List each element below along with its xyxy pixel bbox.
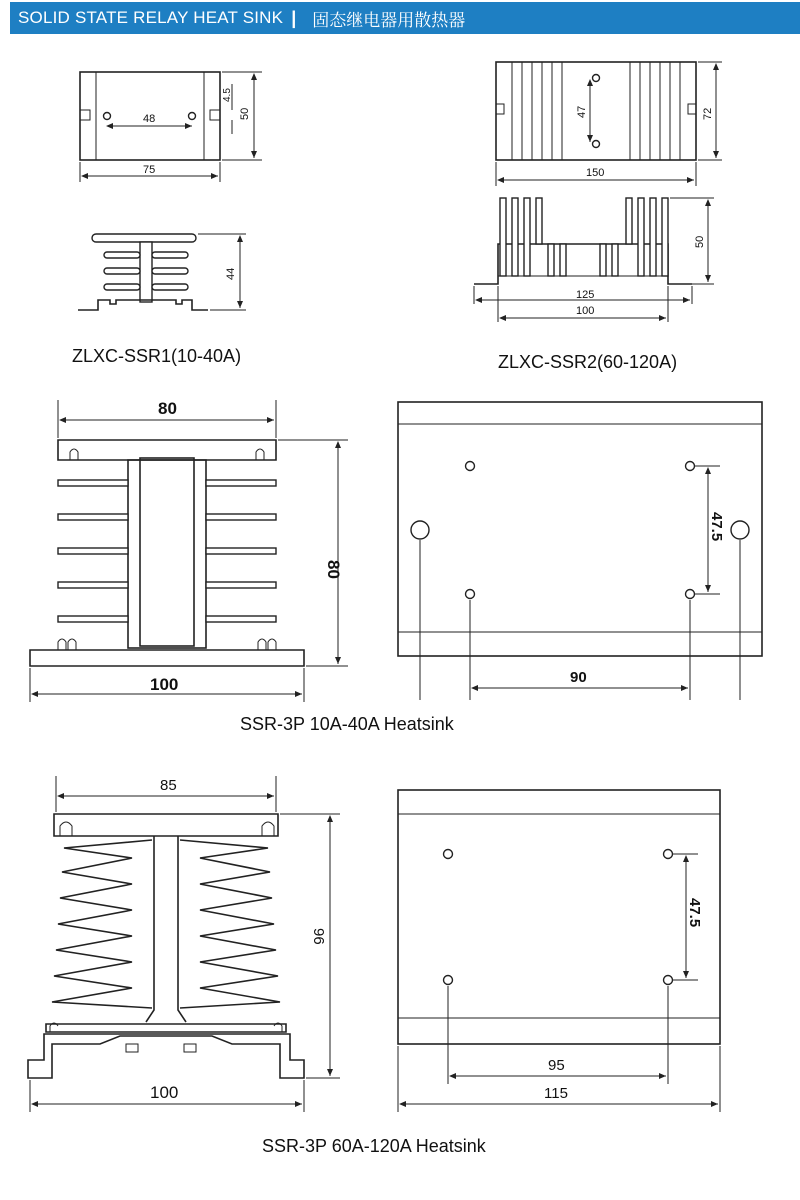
header-title-en: SOLID STATE RELAY HEAT SINK bbox=[18, 8, 284, 27]
p3s-hole-br bbox=[686, 590, 695, 599]
p3s-top-view bbox=[398, 402, 762, 700]
p3l-hole-br bbox=[664, 976, 673, 985]
ssr2-side-dim-height: 50 bbox=[694, 235, 706, 248]
caption-ssr2: ZLXC-SSR2(60-120A) bbox=[498, 352, 678, 372]
p3l-hole-tl bbox=[444, 850, 453, 859]
ssr1-dim-width: 75 bbox=[143, 164, 156, 176]
ssr1-top-view bbox=[80, 72, 262, 182]
p3l-dim-width: 115 bbox=[544, 1085, 568, 1102]
ssr2-dim-base-outer: 125 bbox=[576, 289, 595, 301]
ssr1-dim-height: 50 bbox=[239, 107, 251, 120]
ssr2-top-view bbox=[496, 62, 722, 186]
p3l-dim-base-width: 100 bbox=[150, 1083, 179, 1102]
p3s-hole-tl bbox=[466, 462, 475, 471]
ssr2-dim-width: 150 bbox=[586, 167, 605, 179]
p3l-hole-bl bbox=[444, 976, 453, 985]
ssr1-hole-left bbox=[104, 113, 111, 120]
ssr2-dim-hole-spacing: 47 bbox=[576, 105, 588, 118]
ssr2-hole-bottom bbox=[593, 141, 600, 148]
p3s-dim-hole-v: 47.5 bbox=[708, 512, 725, 542]
p3s-hole-bl bbox=[466, 590, 475, 599]
ssr1-hole-right bbox=[189, 113, 196, 120]
p3l-fins-left bbox=[52, 840, 152, 1008]
p3s-mount-hole-right bbox=[731, 521, 749, 539]
p3s-hole-tr bbox=[686, 462, 695, 471]
ssr2-dim-base-inner: 100 bbox=[576, 305, 595, 317]
header-title-cn: 固态继电器用散热器 bbox=[312, 10, 466, 31]
p3s-side-view bbox=[30, 399, 348, 702]
p3l-dim-height: 96 bbox=[310, 928, 327, 945]
caption-ssr3p-large: SSR-3P 60A-120A Heatsink bbox=[262, 1136, 486, 1156]
ssr1-side-dim-height: 44 bbox=[225, 267, 237, 280]
ssr1-dim-slot: 4.5 bbox=[222, 88, 233, 102]
p3s-mount-hole-left bbox=[411, 521, 429, 539]
p3s-dim-height: 80 bbox=[324, 560, 343, 579]
p3s-dim-base-width: 100 bbox=[150, 675, 179, 694]
ssr2-side-view bbox=[474, 198, 714, 322]
header-separator: | bbox=[291, 7, 297, 28]
p3l-side-view bbox=[28, 776, 340, 1112]
ssr2-hole-top bbox=[593, 75, 600, 82]
ssr1-dim-hole-spacing: 48 bbox=[143, 113, 156, 125]
p3s-dim-hole-h: 90 bbox=[570, 669, 587, 686]
caption-ssr1: ZLXC-SSR1(10-40A) bbox=[72, 346, 242, 366]
caption-ssr3p-small: SSR-3P 10A-40A Heatsink bbox=[240, 714, 454, 734]
p3l-dim-top-width: 85 bbox=[160, 777, 177, 794]
ssr2-dim-height: 72 bbox=[702, 107, 714, 120]
p3l-fins-right bbox=[180, 840, 280, 1008]
ssr1-side-view bbox=[78, 234, 246, 310]
p3l-hole-tr bbox=[664, 850, 673, 859]
p3s-dim-top-width: 80 bbox=[158, 399, 177, 418]
p3l-dim-hole-h: 95 bbox=[548, 1057, 565, 1074]
p3l-top-view bbox=[398, 790, 720, 1112]
p3l-dim-hole-v: 47.5 bbox=[686, 898, 703, 928]
